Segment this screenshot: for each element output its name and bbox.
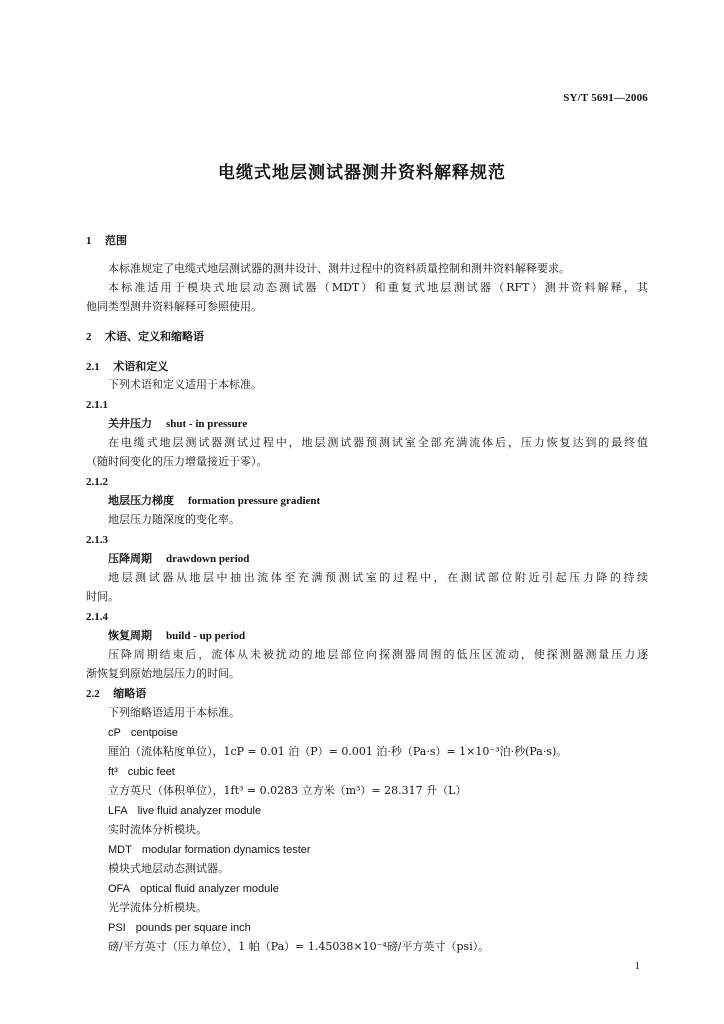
abbreviations-intro: 下列缩略语适用于本标准。: [108, 706, 240, 719]
abbreviation: MDT: [108, 844, 132, 856]
term-name: 压降周期: [108, 552, 152, 565]
abbreviation-full: optical fluid analyzer module: [140, 883, 279, 895]
term-english: build - up period: [166, 630, 246, 642]
term-definition-cont: 时间。: [86, 590, 119, 603]
document-title: 电缆式地层测试器测井资料解释规范: [218, 163, 506, 183]
abbreviation-full: cubic feet: [127, 766, 175, 778]
abbreviation-full: live fluid analyzer module: [137, 805, 262, 817]
abbreviation-term: [108, 841, 311, 859]
abbreviation-definition: 模块式地层动态测试器。: [108, 862, 229, 875]
abbreviation-definition: 磅/平方英寸（压力单位），1 帕（Pa）= 1.45038×10⁻⁴磅/平方英寸（psi）。: [108, 940, 490, 953]
section-title: 范围: [105, 234, 127, 247]
abbreviation: ft³: [108, 766, 118, 778]
term-definition: 地层测试器从地层中抽出流体至充满预测试室的过程中，在测试部位附近引起压力降的持续: [108, 571, 648, 584]
term-name: 关井压力: [108, 417, 152, 430]
term-name: 恢复周期: [108, 629, 152, 642]
abbreviation: PSI: [108, 922, 126, 934]
abbreviation: OFA: [108, 883, 131, 895]
abbreviation-definition: 厘泊（流体粘度单位），1cP = 0.01 泊（P）= 0.001 泊·秒（Pa·s）= 1×10⁻³泊·秒(Pa·s)。: [108, 745, 568, 758]
term-entry: [108, 627, 245, 645]
abbreviation-term: [108, 880, 279, 898]
abbreviation-definition: 实时流体分析模块。: [108, 823, 207, 836]
term-name: 地层压力梯度: [108, 494, 174, 507]
clause-number: 2.1.3: [86, 534, 108, 546]
term-definition-cont: 渐恢复到原始地层压力的时间。: [86, 667, 240, 680]
term-definition-cont: （随时间变化的压力增量接近于零）。: [86, 455, 268, 468]
subsection-number: 2.2: [86, 688, 100, 700]
section-title: 术语、定义和缩略语: [105, 330, 204, 343]
abbreviation-definition: 立方英尺（体积单位），1ft³ = 0.0283 立方米（m³）= 28.317 升（L）: [108, 784, 467, 797]
abbreviation-full: centpoise: [130, 727, 178, 739]
subsection-title: 缩略语: [113, 687, 147, 700]
abbreviation-term: [108, 802, 261, 820]
term-entry: [108, 415, 247, 433]
abbreviation: cP: [108, 727, 121, 739]
abbreviation-full: pounds per square inch: [135, 922, 251, 934]
term-definition: 压降周期结束后，流体从未被扰动的地层部位向探测器周围的低压区流动，使探测器测量压力逐: [108, 648, 648, 661]
terms-intro: 下列术语和定义适用于本标准。: [108, 378, 262, 391]
section-1-heading: [86, 232, 127, 250]
scope-paragraph-2: 本标准适用于模块式地层动态测试器（MDT）和重复式地层测试器（RFT）测井资料解释，其: [108, 281, 648, 294]
abbreviation: LFA: [108, 805, 128, 817]
scope-paragraph-2-cont: 他同类型测井资料解释可参照使用。: [86, 300, 262, 313]
subsection-number: 2.1: [86, 361, 100, 373]
term-entry: [108, 492, 320, 510]
term-definition: 地层压力随深度的变化率。: [108, 513, 240, 526]
clause-number: 2.1.4: [86, 611, 108, 623]
term-entry: [108, 550, 249, 568]
abbreviation-term: [108, 763, 175, 781]
page-number: 1: [634, 960, 640, 972]
abbreviation-full: modular formation dynamics tester: [141, 844, 311, 856]
section-2-heading: [86, 328, 204, 346]
subsection-title: 术语和定义: [113, 360, 169, 373]
standard-code: SY/T 5691—2006: [563, 92, 648, 104]
term-definition: 在电缆式地层测试器测试过程中，地层测试器预测试室全部充满流体后，压力恢复达到的最终值: [108, 436, 648, 449]
term-english: drawdown period: [166, 553, 250, 565]
clause-number: 2.1.1: [86, 399, 108, 411]
section-number: 1: [86, 235, 92, 247]
clause-number: 2.1.2: [86, 476, 108, 488]
term-english: shut - in pressure: [166, 418, 248, 430]
subsection-2-1-heading: [86, 358, 168, 376]
scope-paragraph-1: 本标准规定了电缆式地层测试器的测井设计、测井过程中的资料质量控制和测井资料解释要求。: [108, 262, 570, 275]
subsection-2-2-heading: [86, 685, 146, 703]
section-number: 2: [86, 331, 92, 343]
abbreviation-term: [108, 724, 178, 742]
abbreviation-definition: 光学流体分析模块。: [108, 901, 207, 914]
abbreviation-term: [108, 919, 251, 937]
term-english: formation pressure gradient: [188, 495, 321, 507]
